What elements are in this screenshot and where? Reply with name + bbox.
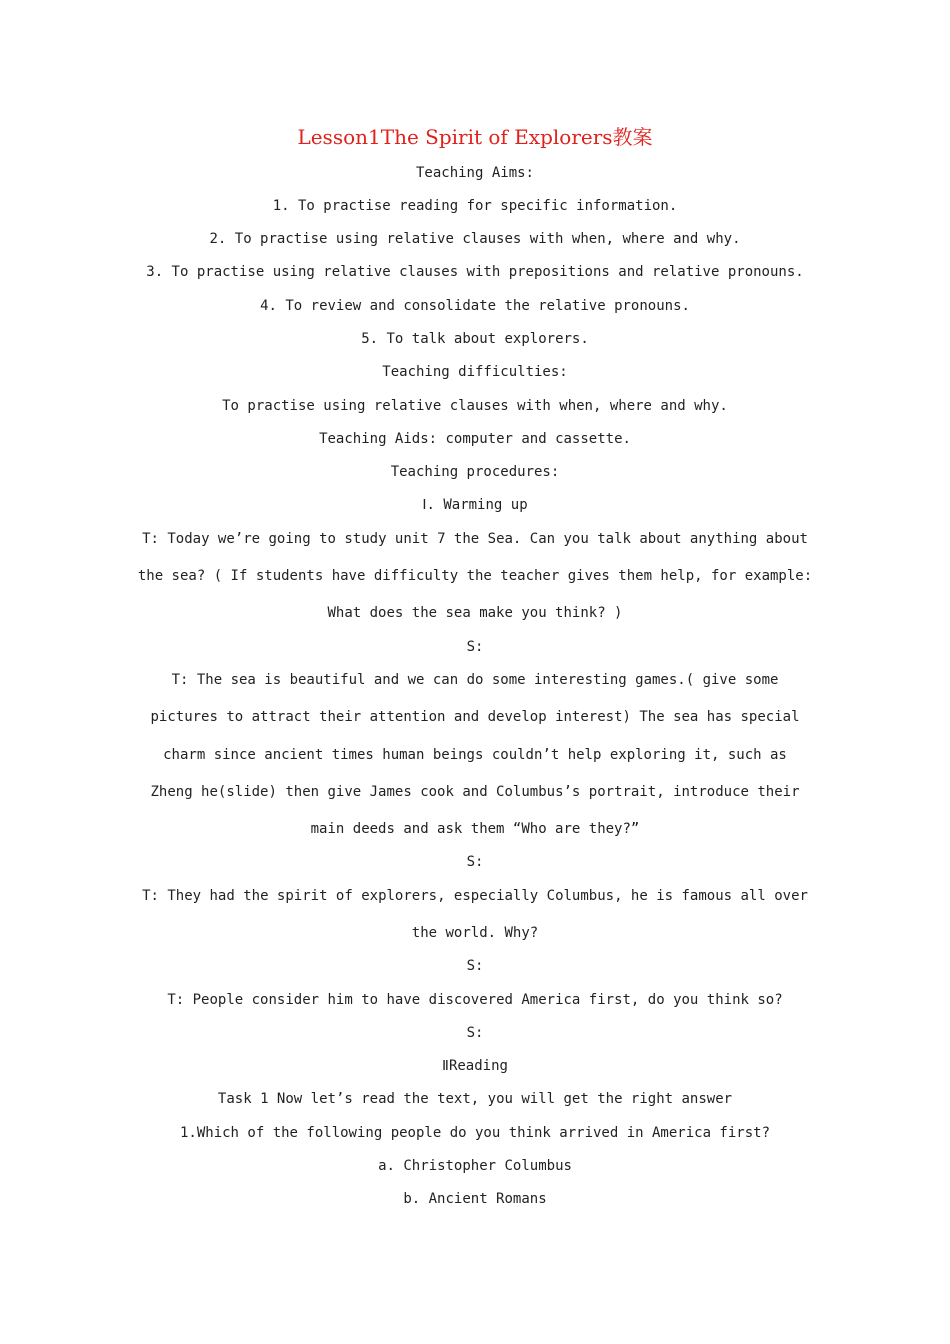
teaching-aids-text: Teaching Aids: computer and cassette. — [319, 431, 631, 447]
question-1: 1.Which of the following people do you think arrived in America first? — [179, 1125, 770, 1141]
paragraph-line: charm since ancient times human beings couldn’t help exploring it, such as — [163, 747, 787, 763]
paragraph-line: T: People consider him to have discovered America first, do you think so? — [167, 992, 783, 1008]
difficulty-text: To practise using relative clauses with when, where and why. — [222, 398, 728, 414]
aim-item-4: 4. To review and consolidate the relative pronouns. — [260, 298, 690, 314]
student-response: S: — [466, 639, 484, 655]
aim-item-5: 5. To talk about explorers. — [361, 331, 589, 347]
option-b: b. Ancient Romans — [403, 1191, 547, 1207]
paragraph-line: T: The sea is beautiful and we can do some interesting games.( give some — [171, 672, 779, 688]
section-reading-heading: ⅡReading — [442, 1058, 508, 1074]
paragraph-line: the sea? ( If students have difficulty the teacher gives them help, for example: — [137, 568, 813, 584]
teaching-aims-heading: Teaching Aims: — [415, 165, 534, 181]
aim-item-2: 2. To practise using relative clauses with when, where and why. — [209, 231, 741, 247]
task-1-instruction: Task 1 Now let’s read the text, you will get the right answer — [217, 1091, 733, 1107]
paragraph-line: pictures to attract their attention and develop interest) The sea has special — [150, 709, 800, 725]
paragraph-line: the world. Why? — [411, 925, 539, 941]
section-warming-up-heading: Ⅰ. Warming up — [422, 497, 528, 513]
option-a: a. Christopher Columbus — [378, 1158, 572, 1174]
paragraph-line: T: They had the spirit of explorers, especially Columbus, he is famous all over — [142, 888, 808, 904]
paragraph-line: T: Today we’re going to study unit 7 the Sea. Can you talk about anything about — [142, 531, 808, 547]
aim-item-1: 1. To practise reading for specific information. — [272, 198, 678, 214]
lesson-title: Lesson1The Spirit of Explorers教案 — [297, 125, 653, 149]
aim-item-3: 3. To practise using relative clauses with prepositions and relative pronouns. — [146, 264, 804, 280]
teaching-difficulties-heading: Teaching difficulties: — [382, 364, 568, 380]
student-response: S: — [466, 1025, 484, 1041]
student-response: S: — [466, 958, 484, 974]
paragraph-line: Zheng he(slide) then give James cook and Columbus’s portrait, introduce their — [150, 784, 800, 800]
paragraph-line: What does the sea make you think? ) — [327, 605, 623, 621]
teaching-procedures-heading: Teaching procedures: — [390, 464, 560, 480]
paragraph-line: main deeds and ask them “Who are they?” — [310, 821, 640, 837]
student-response: S: — [466, 854, 484, 870]
